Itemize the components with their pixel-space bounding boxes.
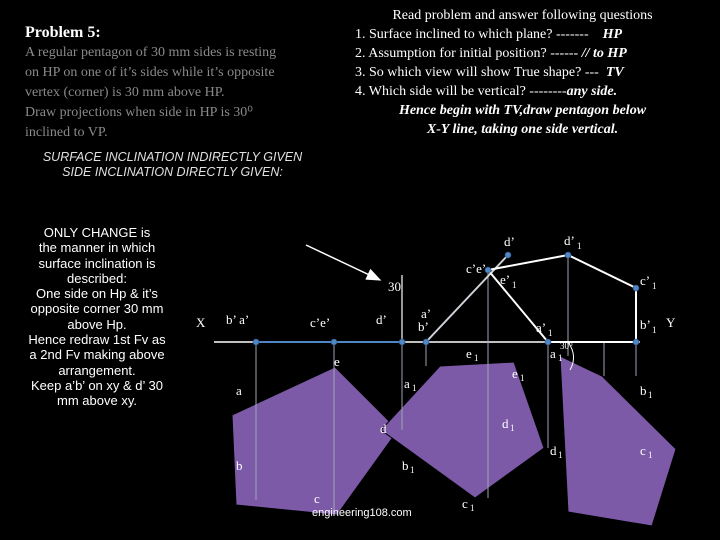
subscript-b1: 1	[410, 465, 415, 475]
label-e: e	[334, 354, 340, 369]
subscript-a1: 1	[548, 328, 553, 338]
subscript-b1-right: 1	[648, 390, 653, 400]
problem-line: Draw projections when side in HP is 30⁰	[25, 105, 253, 120]
label-c-prime-1: c’	[640, 273, 651, 288]
final-front-view	[488, 255, 636, 342]
subscript-c1-right: 1	[648, 450, 653, 460]
questions-intro: Read problem and answer following questions	[392, 8, 653, 23]
label-ce-prime-2: c’e’	[466, 261, 487, 276]
answer-1: HP	[602, 27, 623, 42]
problem-line: on HP on one of it’s sides while it’s opposite	[25, 65, 275, 80]
question-4-text: 4. Which side will be vertical? --------	[355, 84, 567, 99]
problem-line: A regular pentagon of 30 mm sides is resting	[25, 45, 277, 60]
subscript-c1: 1	[470, 503, 475, 513]
answer-2: // to HP	[581, 46, 627, 61]
label-b: b	[236, 458, 243, 473]
label-x: X	[196, 315, 206, 330]
subscript-e1-b: 1	[520, 373, 525, 383]
note-line: the manner in which	[38, 240, 156, 256]
question-2-text: 2. Assumption for initial position? ------	[355, 46, 579, 61]
subscript-e1-a: 1	[474, 353, 479, 363]
label-d1: d	[502, 416, 509, 431]
subscript-d1: 1	[577, 241, 582, 251]
hint-line-2: X-Y line, taking one side vertical.	[426, 122, 619, 137]
note-line: opposite corner 30 mm	[30, 301, 164, 317]
label-angle: 30⁰	[560, 341, 573, 351]
watermark: engineering108.com	[312, 507, 412, 519]
inclination-line-1: SURFACE INCLINATION INDIRECTLY GIVEN	[42, 150, 303, 164]
label-b-prime-line: b’	[418, 319, 429, 334]
label-d: d	[380, 421, 387, 436]
subscript-e1: 1	[512, 280, 517, 290]
arrow	[306, 245, 380, 280]
label-d1-right: d	[550, 443, 557, 458]
label-c1-right: c	[640, 443, 646, 458]
answer-3: TV	[605, 65, 624, 80]
label-c1: c	[462, 496, 468, 511]
pentagon-top-view-rotated	[560, 356, 676, 526]
note-line: a 2nd Fv making above	[29, 347, 165, 363]
subscript-d1-b: 1	[510, 423, 515, 433]
subscript-b1: 1	[652, 325, 657, 335]
inclination-line-2: SIDE INCLINATION DIRECTLY GIVEN:	[62, 165, 283, 179]
question-3-text: 3. So which view will show True shape? ---	[355, 65, 599, 80]
label-thirty: 30	[388, 279, 401, 294]
label-a-prime-line: a’	[421, 306, 432, 321]
subscript-c1: 1	[652, 281, 657, 291]
note-line: above Hp.	[67, 316, 127, 332]
note-line: Keep a’b’ on xy & d’ 30	[30, 377, 163, 393]
projection-points	[253, 252, 639, 345]
subscript-a1-final: 1	[558, 353, 563, 363]
label-b-prime-1: b’	[640, 317, 651, 332]
label-a: a	[236, 383, 242, 398]
label-a1: a	[404, 376, 410, 391]
note-line: mm above xy.	[57, 393, 137, 409]
label-d-prime: d’	[376, 312, 387, 327]
subscript-d1-right: 1	[558, 450, 563, 460]
label-b1: b	[402, 458, 409, 473]
note-line: surface inclination is	[38, 255, 156, 271]
label-d-prime-1: d’	[564, 233, 575, 248]
problem-line: vertex (corner) is 30 mm above HP.	[25, 85, 225, 100]
label-d-prime-top: d’	[504, 234, 515, 249]
label-e1-b: e	[512, 366, 518, 381]
label-e1: e	[466, 346, 472, 361]
label-a-prime-1: a’	[536, 320, 547, 335]
note-line: ONLY CHANGE is	[43, 225, 151, 240]
label-b1-right: b	[640, 383, 647, 398]
answer-4: any side.	[566, 84, 618, 99]
label-ce-prime: c’e’	[310, 315, 331, 330]
label-a1-final: a	[550, 346, 556, 361]
label-c: c	[314, 491, 320, 506]
hint-line-1: Hence begin with TV,draw pentagon below	[398, 103, 647, 118]
label-y: Y	[666, 315, 676, 330]
note-line: described:	[67, 270, 127, 286]
problem-title: Problem 5:	[25, 24, 101, 41]
label-ba-prime: b’ a’	[226, 312, 250, 327]
label-e-prime-1: e’	[500, 272, 511, 287]
note-line: One side on Hp & it’s	[36, 286, 158, 302]
question-1-text: 1. Surface inclined to which plane? -------	[355, 27, 589, 42]
note-line: Hence redraw 1st Fv as	[28, 332, 166, 348]
problem-line: inclined to VP.	[25, 125, 108, 140]
subscript-a1-b: 1	[412, 383, 417, 393]
note-line: arrangement.	[58, 362, 136, 378]
